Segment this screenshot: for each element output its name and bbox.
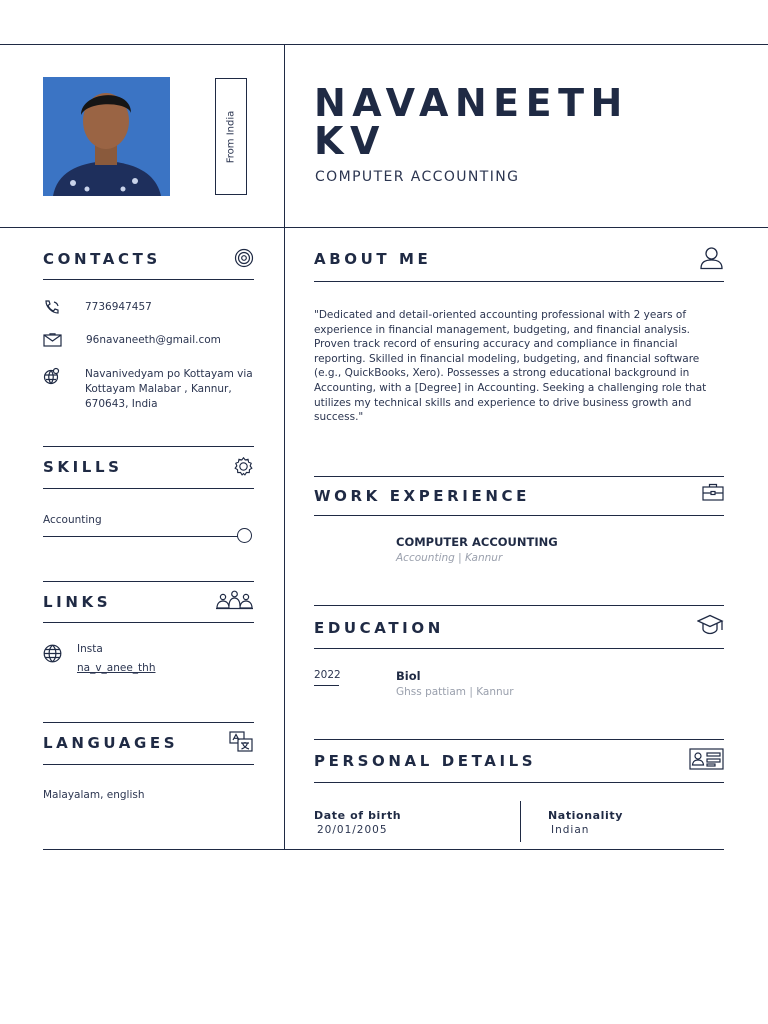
people-group-icon	[215, 589, 254, 610]
skills-rule	[43, 488, 254, 489]
skill-name: Accounting	[43, 514, 102, 526]
contacts-heading: CONTACTS	[43, 250, 161, 268]
links-rule	[43, 622, 254, 623]
education-item-subtitle: Ghss pattiam | Kannur	[396, 686, 514, 698]
education-item-title: Biol	[396, 669, 421, 683]
work-rule	[314, 515, 724, 516]
personal-rule	[314, 782, 724, 783]
skills-heading: SKILLS	[43, 458, 123, 476]
dob-label: Date of birth	[314, 809, 402, 822]
education-top-rule	[314, 605, 724, 606]
dob-value: 20/01/2005	[317, 824, 388, 836]
contact-address	[85, 367, 253, 412]
name-line-2: KV	[314, 119, 386, 163]
nationality-value: Indian	[551, 824, 590, 836]
person-name	[314, 81, 629, 163]
address-line-2: Kottayam Malabar , Kannur,	[85, 383, 232, 395]
contacts-rule	[43, 279, 254, 280]
education-year-underline	[314, 685, 339, 686]
globe-pin-icon	[43, 367, 61, 385]
column-divider	[284, 44, 285, 850]
address-line-1: Navanivedyam po Kottayam via	[85, 368, 253, 380]
about-heading: ABOUT ME	[314, 250, 432, 268]
envelope-icon	[43, 333, 63, 347]
header-bottom-rule	[0, 227, 768, 228]
skill-level-knob	[237, 528, 252, 543]
origin-text: From India	[225, 110, 237, 163]
graduation-cap-icon	[697, 614, 724, 636]
skill-level-track	[43, 536, 238, 537]
work-heading: WORK EXPERIENCE	[314, 487, 530, 505]
personal-heading: PERSONAL DETAILS	[314, 752, 537, 770]
skills-top-rule	[43, 446, 254, 447]
personal-top-rule	[314, 739, 724, 740]
education-year: 2022	[314, 669, 341, 681]
briefcase-icon	[702, 483, 724, 502]
education-rule	[314, 648, 724, 649]
name-line-1: NAVANEETH	[314, 81, 629, 125]
languages-rule	[43, 764, 254, 765]
origin-box	[215, 78, 247, 195]
translate-icon	[229, 731, 254, 752]
links-heading: LINKS	[43, 593, 112, 611]
links-top-rule	[43, 581, 254, 582]
contact-email: 96navaneeth@gmail.com	[86, 334, 221, 346]
link-label: Insta	[77, 643, 103, 655]
about-text: "Dedicated and detail-oriented accounting professional with 2 years of experience in financial management, budgeting, and financial analysis. Proven track record of ensuring accuracy and compliance in financial reporting. Skilled in financial modeling, budgeting, and financial software (e.g., QuickBooks, Xero). Possesses a strong educational background in Accounting, with a [Degree] in Accounting. Seeking a challenging role that utilizes my technical skills and experience to drive business growth and success."	[314, 309, 707, 424]
phone-icon	[43, 299, 61, 315]
id-card-icon	[689, 748, 724, 770]
job-title: COMPUTER ACCOUNTING	[315, 169, 520, 185]
address-line-3: 670643, India	[85, 398, 158, 410]
about-rule	[314, 281, 724, 282]
nationality-label: Nationality	[548, 809, 624, 822]
contact-phone: 7736947457	[85, 301, 152, 313]
education-heading: EDUCATION	[314, 619, 444, 637]
bottom-rule	[43, 849, 724, 850]
work-top-rule	[314, 476, 724, 477]
languages-text: Malayalam, english	[43, 789, 145, 801]
languages-heading: LANGUAGES	[43, 734, 179, 752]
work-item-title: COMPUTER ACCOUNTING	[396, 535, 558, 549]
gear-icon	[233, 456, 254, 477]
profile-photo-graphic	[43, 77, 170, 196]
globe-icon	[43, 644, 62, 663]
work-item-subtitle: Accounting | Kannur	[396, 552, 503, 564]
languages-top-rule	[43, 722, 254, 723]
user-icon	[699, 246, 724, 270]
personal-divider	[520, 801, 521, 842]
profile-photo	[43, 77, 170, 196]
link-value[interactable]: na_v_anee_thh	[77, 662, 156, 674]
at-sign-icon	[234, 248, 254, 268]
top-rule	[0, 44, 768, 45]
